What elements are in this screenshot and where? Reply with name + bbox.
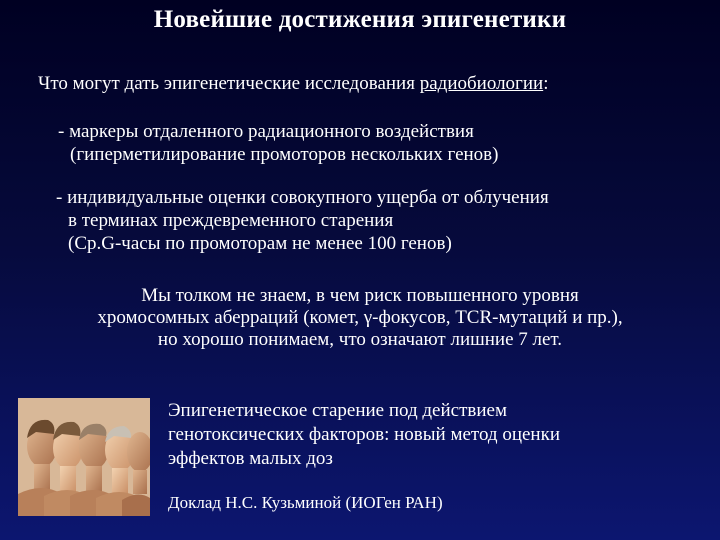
bullet-line: (гиперметилирование промоторов нескольких генов) — [70, 144, 499, 165]
radiobiology-link[interactable]: радиобиологии — [419, 73, 544, 94]
report-credit: Доклад Н.С. Кузьминой (ИОГен РАН) — [168, 493, 443, 512]
bullet-line: - индивидуальные оценки совокупного ущерба от облучения — [56, 187, 549, 208]
intro-text: Что могут дать эпигенетические исследования — [38, 73, 420, 94]
figure-caption — [168, 399, 560, 471]
slide-title: Новейшие достижения эпигенетики — [153, 6, 567, 33]
caption-line: Эпигенетическое старение под действием — [168, 400, 507, 421]
statement-line: но хорошо понимаем, что означают лишние 7 лет. — [157, 329, 563, 350]
bullet-markers — [58, 120, 498, 166]
intro-line — [38, 73, 548, 95]
statement-line: хромосомных аберраций (комет, γ-фокусов, TCR-мутаций и пр.), — [97, 307, 623, 328]
bullet-line: - маркеры отдаленного радиационного воздействия — [58, 121, 474, 142]
bullet-line: (Cp.G-часы по промоторам не менее 100 генов) — [68, 233, 452, 254]
bullet-line: в терминах преждевременного старения — [68, 210, 394, 231]
caption-line: эффектов малых доз — [168, 448, 333, 469]
caption-line: генотоксических факторов: новый метод оценки — [168, 424, 560, 445]
bullet-individual-assessment — [56, 186, 549, 255]
statement-line: Мы толком не знаем, в чем риск повышенного уровня — [141, 285, 579, 306]
risk-statement — [0, 285, 720, 351]
aging-faces-image — [18, 398, 150, 516]
intro-colon: : — [543, 73, 549, 94]
